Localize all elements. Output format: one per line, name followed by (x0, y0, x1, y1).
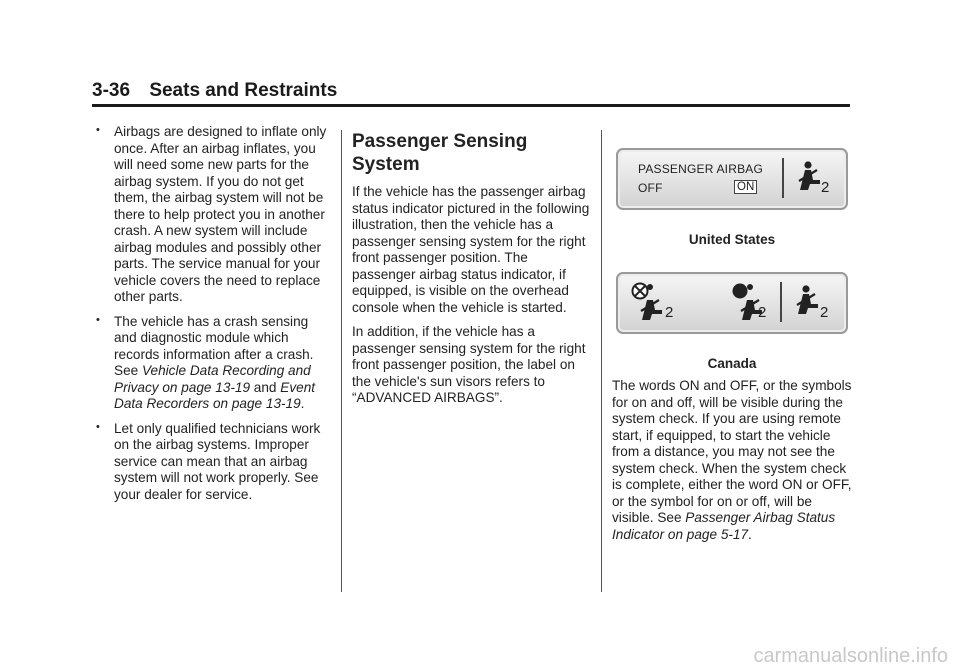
page-number: 3-36 (92, 80, 131, 101)
column-divider-left (341, 130, 342, 592)
paragraph: In addition, if the vehicle has a passenger sensing system for the right front passenger position, the label on the vehicle's sun visors refers to “ADVANCED AIRBAGS”. (352, 324, 586, 405)
left-column (92, 124, 328, 511)
passenger-airbag-label: PASSENGER AIRBAG (638, 162, 764, 176)
off-label: OFF (638, 181, 663, 195)
seat-number: 2 (821, 179, 830, 196)
us-caption: United States (688, 232, 776, 247)
cross-reference-link[interactable]: Vehicle Data Recording and Privacy on page 13-19 (114, 363, 311, 395)
bullet-item: • The vehicle has a crash sensing and diagnostic module which records information after a crash. See Vehicle Data Recording and Privacy on page 13-19 and Event Data Recorders on page 13-19. (92, 314, 328, 413)
section-title: Seats and Restraints (149, 80, 338, 101)
paragraph: The words ON and OFF, or the symbols for on and off, will be visible during the system check. If you are using remote start, if equipped, to start the vehicle from a distance, you may not see the system check. When the system check is complete, either the word ON or OFF, or the symbol for on or off, will be visible. See Passenger Airbag Status Indicator on page 5-17. (612, 378, 852, 542)
panel-separator (780, 282, 782, 322)
header-rule (92, 104, 850, 107)
paragraph: If the vehicle has the passenger airbag status indicator pictured in the following illustration, then the vehicle has a passenger sensing system for the right front passenger position. The passenger airbag status indicator, if equipped, is visible on the overhead console when the vehicle is started. (352, 184, 590, 315)
watermark: carmanualsonline.info (753, 645, 948, 667)
bullet-list (92, 124, 328, 503)
page-header (92, 80, 337, 102)
us-airbag-indicator-panel (616, 148, 848, 210)
airbag-off-icon (628, 282, 668, 324)
cross-reference-link[interactable]: Passenger Airbag Status Indicator on page 5-17 (612, 510, 836, 542)
panel-separator (782, 158, 784, 198)
on-label: ON (734, 180, 757, 194)
seat-number: 2 (758, 304, 767, 321)
bullet-item: • Airbags are designed to inflate only once. After an airbag inflates, you will need some new parts for the airbag system. If you do not get them, the airbag system will not be there to help protect you in another crash. A new system will include airbag modules and possibly other parts. The service manual for your vehicle covers the need to replace other parts. (92, 124, 328, 306)
bullet-item: • Let only qualified technicians work on the airbag systems. Improper service can mean that an airbag system will not work properly. See your dealer for service. (92, 421, 328, 504)
middle-column (352, 130, 592, 415)
seat-number: 2 (665, 304, 674, 321)
column-divider-right (601, 130, 602, 592)
cross-reference-link[interactable]: Event Data Recorders on page 13-19 (114, 379, 316, 411)
seat-number: 2 (820, 304, 829, 321)
canada-airbag-indicator-panel (616, 272, 848, 334)
right-column-text (612, 378, 852, 551)
canada-caption: Canada (707, 356, 757, 371)
section-heading: Passenger Sensing System (352, 131, 528, 175)
